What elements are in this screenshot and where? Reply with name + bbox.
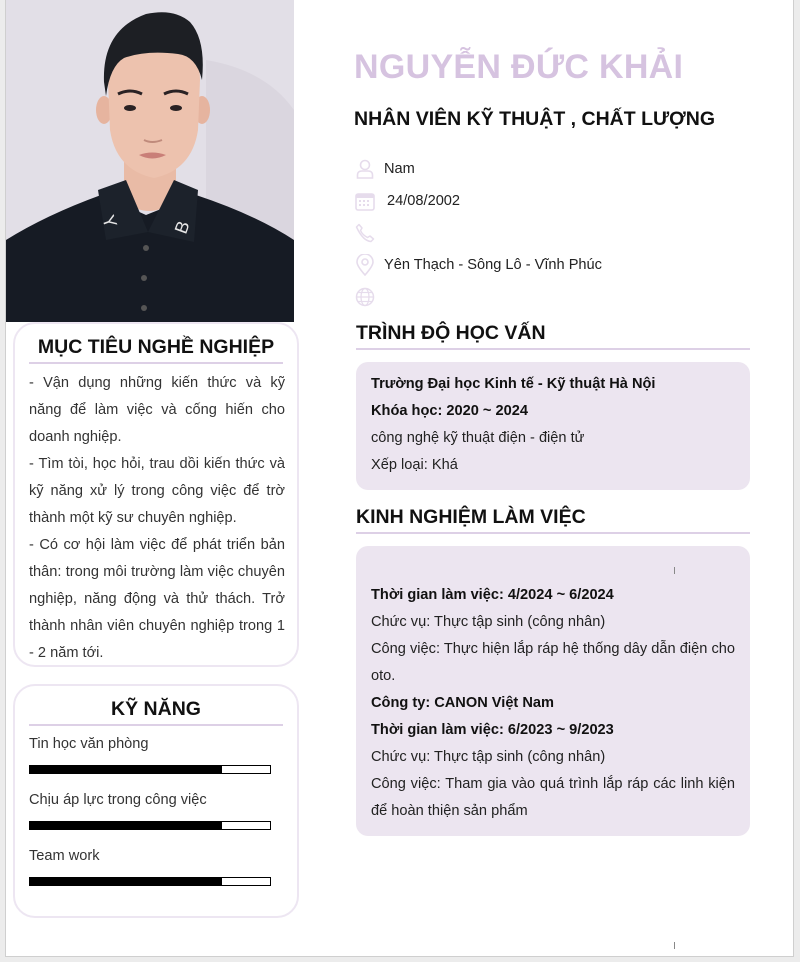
job-period: Thời gian làm việc: 4/2024 ~ 6/2024	[371, 587, 614, 603]
skills-card	[13, 684, 299, 918]
skill-level-fill	[30, 766, 222, 773]
globe-icon	[354, 286, 376, 308]
cv-page	[5, 0, 794, 957]
education-major: công nghệ kỹ thuật điện - điện tử	[371, 430, 585, 446]
calendar-icon	[354, 190, 376, 212]
contact-address	[354, 249, 734, 281]
objective-paragraph: - Có cơ hội làm việc để phát triển bản thân: trong môi trường làm việc chuyên nghiệp, năng động và thử thách. Trở thành nhân viên chuyên nghiệp trong 1 - 2 năm tới.	[29, 537, 285, 661]
experience-title: KINH NGHIỆM LÀM VIỆC	[356, 506, 750, 534]
contact-gender	[354, 153, 734, 185]
contact-website	[354, 281, 734, 313]
job-company: Công ty: CANON Việt Nam	[371, 695, 554, 711]
user-icon	[354, 158, 376, 180]
school-name: Trường Đại học Kinh tế - Kỹ thuật Hà Nội	[371, 376, 656, 392]
education-title: TRÌNH ĐỘ HỌC VẤN	[356, 322, 750, 350]
person-photo-illustration	[6, 0, 294, 322]
education-period: Khóa học: 2020 ~ 2024	[371, 403, 528, 419]
skill-item	[29, 790, 283, 846]
skill-level-bar	[29, 765, 271, 774]
skills-title: KỸ NĂNG	[29, 698, 283, 726]
job-position: Chức vụ: Thực tập sinh (công nhân)	[371, 614, 606, 630]
candidate-name: NGUYỄN ĐỨC KHẢI	[354, 48, 684, 86]
job-description: Công việc: Tham gia vào quá trình lắp ráp các linh kiện để hoàn thiện sản phẩm	[371, 776, 735, 819]
objective-paragraph: - Tìm tòi, học hỏi, trau dồi kiến thức và kỹ năng xử lý trong công việc để trờ thành một kỹ sư chuyên nghiệp.	[29, 456, 285, 526]
skills-list	[29, 734, 283, 902]
skill-label: Team work	[29, 848, 100, 864]
svg-text:B: B	[170, 218, 194, 237]
education-rank: Xếp loại: Khá	[371, 457, 458, 473]
career-objective-card	[13, 322, 299, 667]
contact-birthday	[354, 185, 734, 217]
gender-value: Nam	[384, 161, 415, 177]
career-objective-text	[29, 370, 285, 667]
skill-label: Tin học văn phòng	[29, 736, 149, 752]
experience-card	[356, 546, 750, 836]
skill-level-fill	[30, 822, 222, 829]
address-value: Yên Thạch - Sông Lô - Vĩnh Phúc	[384, 257, 602, 273]
job-description: Công việc: Thực hiện lắp ráp hệ thống dây dẫn điện cho oto.	[371, 641, 735, 684]
job-title: NHÂN VIÊN KỸ THUẬT , CHẤT LƯỢNG	[354, 108, 716, 130]
job-position: Chức vụ: Thực tập sinh (công nhân)	[371, 749, 606, 765]
text-cursor-mark	[674, 942, 675, 949]
contact-phone	[354, 217, 734, 249]
svg-text:Y: Y	[98, 212, 121, 231]
skill-level-bar	[29, 821, 271, 830]
birthday-value: 24/08/2002	[387, 193, 461, 209]
phone-icon	[354, 222, 376, 244]
skill-level-fill	[30, 878, 222, 885]
skill-label: Chịu áp lực trong công việc	[29, 792, 207, 808]
objective-paragraph: - Vận dụng những kiến thức và kỹ năng để làm việc và cống hiến cho doanh nghiệp.	[29, 375, 285, 445]
location-pin-icon	[354, 254, 376, 276]
job-period: Thời gian làm việc: 6/2023 ~ 9/2023	[371, 722, 614, 738]
skill-level-bar	[29, 877, 271, 886]
contact-info	[354, 153, 734, 313]
career-objective-title: MỤC TIÊU NGHỀ NGHIỆP	[29, 336, 283, 364]
skill-item	[29, 846, 283, 902]
education-card	[356, 362, 750, 490]
text-cursor-mark	[674, 567, 675, 574]
profile-photo	[6, 0, 294, 322]
skill-item	[29, 734, 283, 790]
